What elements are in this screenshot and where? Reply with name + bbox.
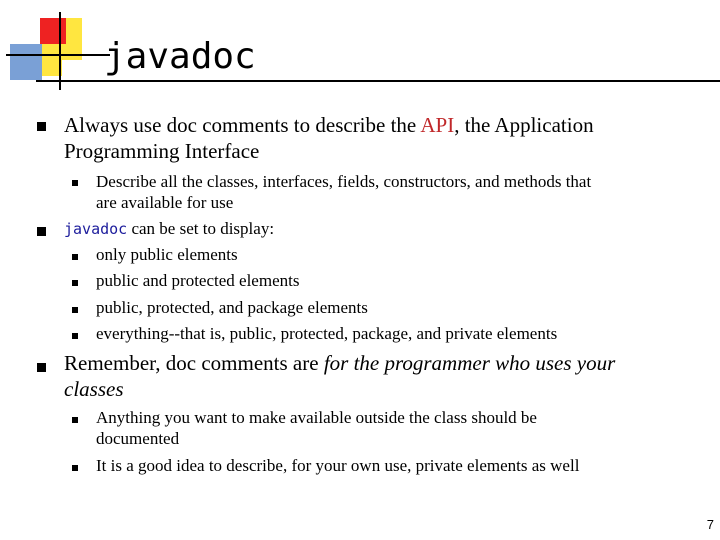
bullet-2-sub-3: public, protected, and package elements: [96, 298, 368, 317]
bullet-2-sub-4: everything--that is, public, protected, package, and private elements: [96, 324, 558, 343]
bullet-1-sub-1-line2: are available for use: [96, 193, 234, 212]
bullet-3-emphasis-line2: classes: [64, 377, 124, 401]
sub-bullet-marker: [72, 254, 78, 260]
bullet-1-line2: Programming Interface: [64, 139, 260, 163]
logo-red-square: [40, 18, 66, 44]
logo-blue-square: [10, 44, 42, 80]
bullet-1-sub-1-line1: Describe all the classes, interfaces, fields, constructors, and methods that: [96, 172, 592, 191]
sub-bullet-marker: [72, 280, 78, 286]
bullet-1-text-after: , the Application: [454, 113, 594, 137]
bullet-1-api-highlight: API: [420, 113, 455, 137]
bullet-2-text: can be set to display:: [127, 219, 275, 238]
sub-bullet-marker: [72, 417, 78, 423]
bullet-3-sub-2: It is a good idea to describe, for your own use, private elements as well: [96, 456, 580, 475]
bullet-1-text-before: Always use doc comments to describe the: [64, 113, 421, 137]
bullet-marker: [37, 227, 46, 236]
sub-bullet-marker: [72, 180, 78, 186]
bullet-2-sub-2: public and protected elements: [96, 271, 300, 290]
javadoc-code: javadoc: [64, 220, 128, 238]
slide-logo: [0, 0, 110, 90]
sub-bullet-marker: [72, 465, 78, 471]
bullet-3-sub-1-line2: documented: [96, 429, 180, 448]
bullet-1-sub-1: [96, 171, 591, 213]
bullet-3-text-before: Remember, doc comments are: [64, 351, 324, 375]
sub-bullet-marker: [72, 333, 78, 339]
sub-bullet-marker: [72, 307, 78, 313]
bullet-3: [64, 350, 615, 402]
bullet-3-sub-1-line1: Anything you want to make available outside the class should be: [96, 408, 537, 427]
bullet-1: [64, 112, 594, 164]
slide-title: javadoc: [104, 36, 256, 77]
page-number: 7: [706, 517, 714, 532]
bullet-2-sub-1: only public elements: [96, 245, 238, 264]
bullet-3-emphasis-line1: for the programmer who uses your: [323, 351, 616, 375]
bullet-marker: [37, 363, 46, 372]
bullet-3-sub-1: [96, 407, 537, 449]
title-underline: [36, 80, 720, 82]
bullet-2: [64, 218, 274, 240]
bullet-marker: [37, 122, 46, 131]
